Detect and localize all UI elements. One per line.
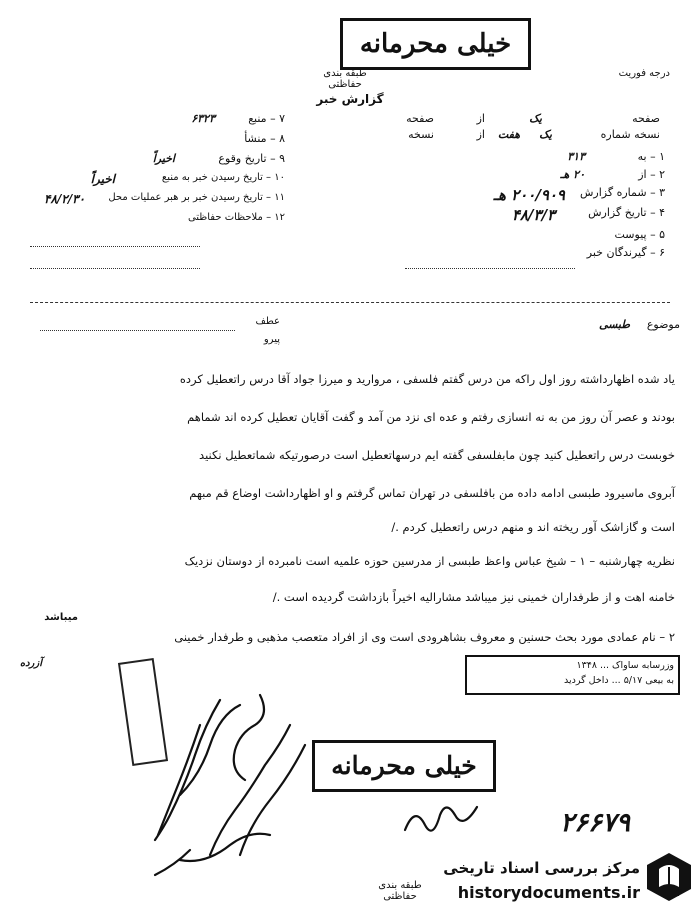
body-line: ۲ – نام عمادی مورد بحث حسنین و معروف بشاهرودی است وی از افراد متعصب مذهبی و طرفدار خمینی xyxy=(174,630,675,644)
body-line: است و گازاشک آور ریخته اند و منهم درس راتعطیل کردم ./ xyxy=(391,520,675,534)
handwritten-number: ۲۶۶۷۹ xyxy=(560,808,630,838)
footer-classification-label: طبقه بندی حفاظتی xyxy=(378,880,422,902)
receipt-stamp-line2: به بیعی ۵/۱۷ ... داخل گردید xyxy=(564,675,674,686)
body-line: خوبست درس راتعطیل کنید چون مابفلسفی گفته ایم درسهاتعطیل است درصورتیکه شماتعطیل نکنید xyxy=(199,448,675,462)
field-origin: ۸ – منشأ xyxy=(244,132,285,145)
urgency-label: درجه فوریت xyxy=(618,68,670,79)
field-from: ۲ – از ۲۰ هـ xyxy=(560,168,665,181)
report-title: گزارش خبر xyxy=(316,92,384,106)
bottom-classification-stamp: خیلی محرمانه xyxy=(312,740,496,792)
body-line: نظریه چهارشنبه – ۱ – شیخ عباس واعظ طبسی از مدرسین حوزه علمیه است نامبرده از دوستان نزدیک xyxy=(184,554,675,568)
field-source: ۷ – منبع ۶۳۲۳ xyxy=(191,112,285,125)
body-line: آبروی ماسیرود طبسی ادامه داده من بافلسفی در تهران تماس گرفتم و او اظهارداشت اوضاع قم مبهم xyxy=(189,486,675,500)
receipt-stamp-line1: وزرسابه ساواک ... ۱۳۴۸ xyxy=(576,660,674,671)
margin-note-handwritten: آزرده xyxy=(19,658,42,669)
copy-line: نسخه شماره یک از هفت نسخه xyxy=(408,128,660,141)
field-security-notes: ۱۲ – ملاحظات حفاظتی xyxy=(187,212,285,223)
body-line: یاد شده اظهارداشته روز اول راکه من درس گفتم فلسفی ، مروارید و میرزا جواد آقا درس راتعطیل کرده xyxy=(179,372,675,386)
dotted-line xyxy=(40,330,235,331)
handwritten-annotation xyxy=(140,685,315,880)
field-report-date: ۴ – تاریخ گزارش ۴۸/۳/۳ xyxy=(511,206,665,224)
body-line: بودند و عصر آن روز من به نه انسازی رفتم و عده ای نزد من آمد و گفت آقایان تعطیل کرده اند شماهم xyxy=(187,410,675,424)
reference-label: عطف xyxy=(255,316,280,327)
field-occurrence-date: ۹ – تاریخ وقوع اخیراً xyxy=(152,152,285,165)
field-to: ۱ – به ۳۱۳ xyxy=(567,150,665,163)
left-fields-list xyxy=(25,112,285,232)
signature xyxy=(400,800,485,840)
classification-label: طبقه بندی حفاظتی xyxy=(323,68,367,90)
receipt-stamp xyxy=(465,655,680,695)
field-attachment: ۵ – پیوست xyxy=(614,228,665,241)
margin-note: میباشد xyxy=(44,612,78,623)
subject-line: موضوع طبسی xyxy=(598,318,680,331)
header-divider xyxy=(30,302,670,303)
dotted-line xyxy=(30,268,200,269)
field-report-number: ۳ – شماره گزارش ۲۰۰/۹۰۹ هـ xyxy=(493,186,665,204)
top-classification-stamp: خیلی محرمانه xyxy=(340,18,531,70)
watermark-title: مرکز بررسی اسناد تاریخی xyxy=(443,859,640,877)
dotted-line xyxy=(405,268,575,269)
dotted-line xyxy=(30,246,200,247)
body-line: خامنه اهت و از طرفداران خمینی نیز میباشد مشارالیه اخیراً بازداشت گردیده است ./ xyxy=(272,590,675,604)
page-corner-number: ۳ xyxy=(676,888,683,899)
watermark-url: historydocuments.ir xyxy=(457,883,640,902)
field-arrival-to-source: ۱۰ – تاریخ رسیدن خبر به منبع اخیراً xyxy=(90,172,285,186)
page-line: صفحه یک از صفحه xyxy=(406,112,660,125)
field-recipients: ۶ – گیرندگان خبر xyxy=(586,246,665,259)
follow-up-label: پیرو xyxy=(263,334,280,345)
watermark xyxy=(415,845,695,910)
field-arrival-to-ops: ۱۱ – تاریخ رسیدن خبر بر هبر عملیات محل ۴۸/۲/۳۰ xyxy=(44,192,285,206)
